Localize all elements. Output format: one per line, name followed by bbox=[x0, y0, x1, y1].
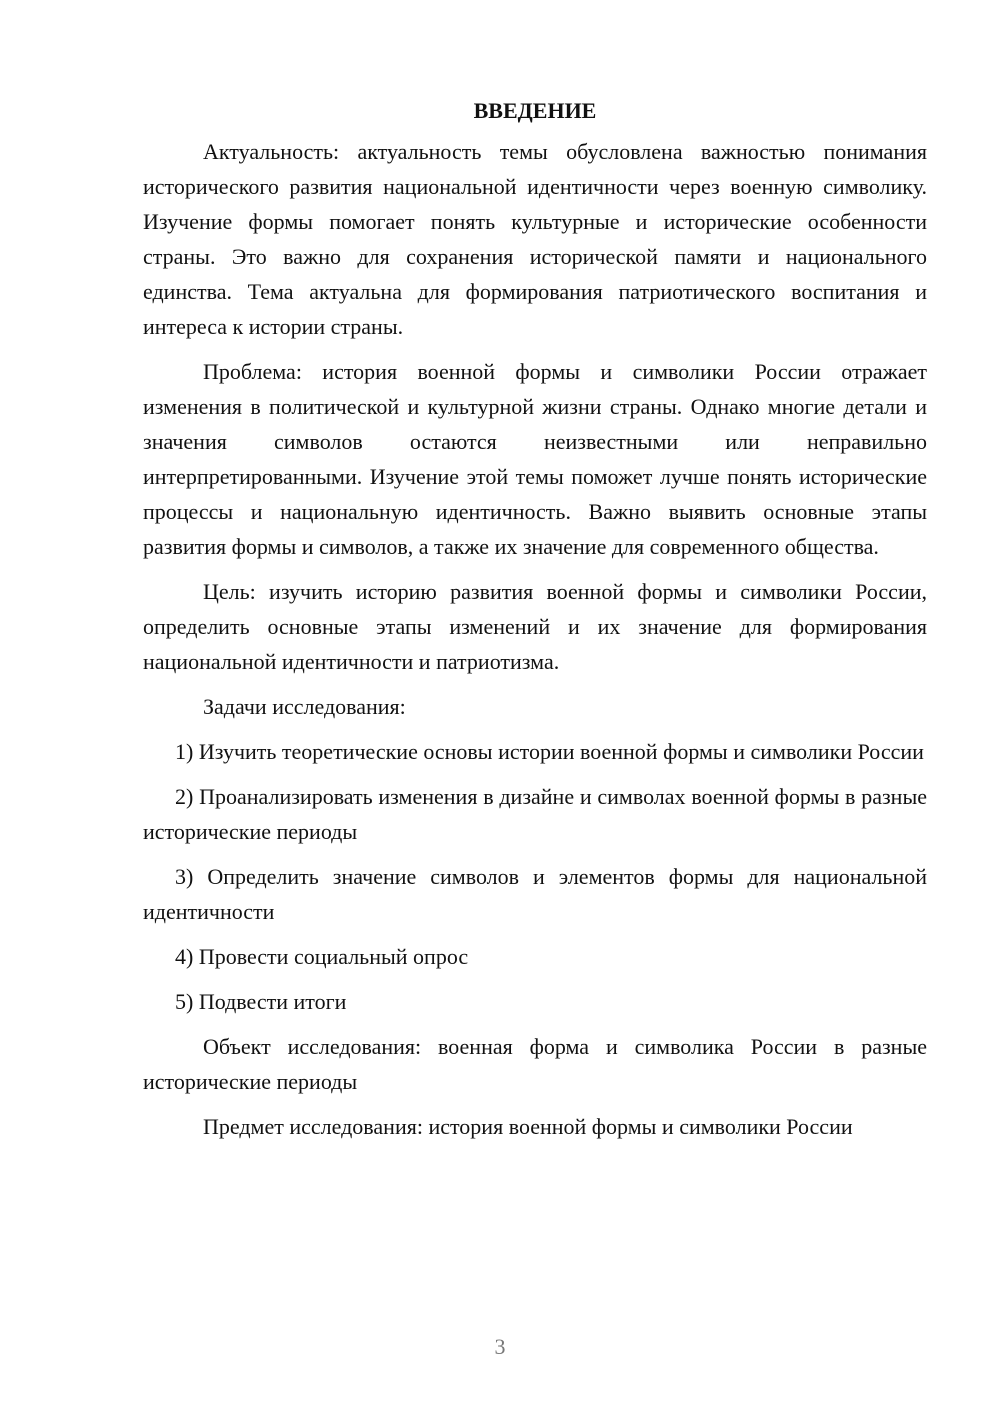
page-number: 3 bbox=[494, 1334, 506, 1359]
task-item: 5) Подвести итоги bbox=[175, 989, 347, 1014]
relevance-paragraph: Актуальность: актуальность темы обусловлена важностью понимания исторического развития национальной идентичности через военную символику. Изучение формы помогает понять культурные и исторические особенности страны. Это важно для сохранения исторической памяти и национального единства. Тема актуальна для формирования патриотического воспитания и интереса к истории страны. bbox=[143, 139, 927, 339]
subject-paragraph: Предмет исследования: история военной формы и символики России bbox=[203, 1114, 853, 1139]
tasks-heading: Задачи исследования: bbox=[203, 694, 406, 719]
object-paragraph: Объект исследования: военная форма и символика России в разные исторические периоды bbox=[143, 1034, 927, 1094]
page-content bbox=[143, 96, 927, 1154]
goal-paragraph: Цель: изучить историю развития военной формы и символики России, определить основные этапы изменений и их значение для формирования национальной идентичности и патриотизма. bbox=[143, 579, 927, 674]
task-item: 1) Изучить теоретические основы истории военной формы и символики России bbox=[175, 739, 924, 764]
task-item: 4) Провести социальный опрос bbox=[175, 944, 469, 969]
problem-paragraph: Проблема: история военной формы и символики России отражает изменения в политической и культурной жизни страны. Однако многие детали и значения символов остаются неизвестными или неправильно интерпретированными. Изучение этой темы поможет лучше понять исторические процессы и национальную идентичность. Важно выявить основные этапы развития формы и символов, а также их значение для современного общества. bbox=[143, 359, 927, 559]
task-item: 3) Определить значение символов и элементов формы для национальной идентичности bbox=[143, 864, 927, 924]
page-title: ВВЕДЕНИЕ bbox=[473, 98, 597, 123]
task-item: 2) Проанализировать изменения в дизайне и символах военной формы в разные исторические периоды bbox=[143, 784, 927, 844]
